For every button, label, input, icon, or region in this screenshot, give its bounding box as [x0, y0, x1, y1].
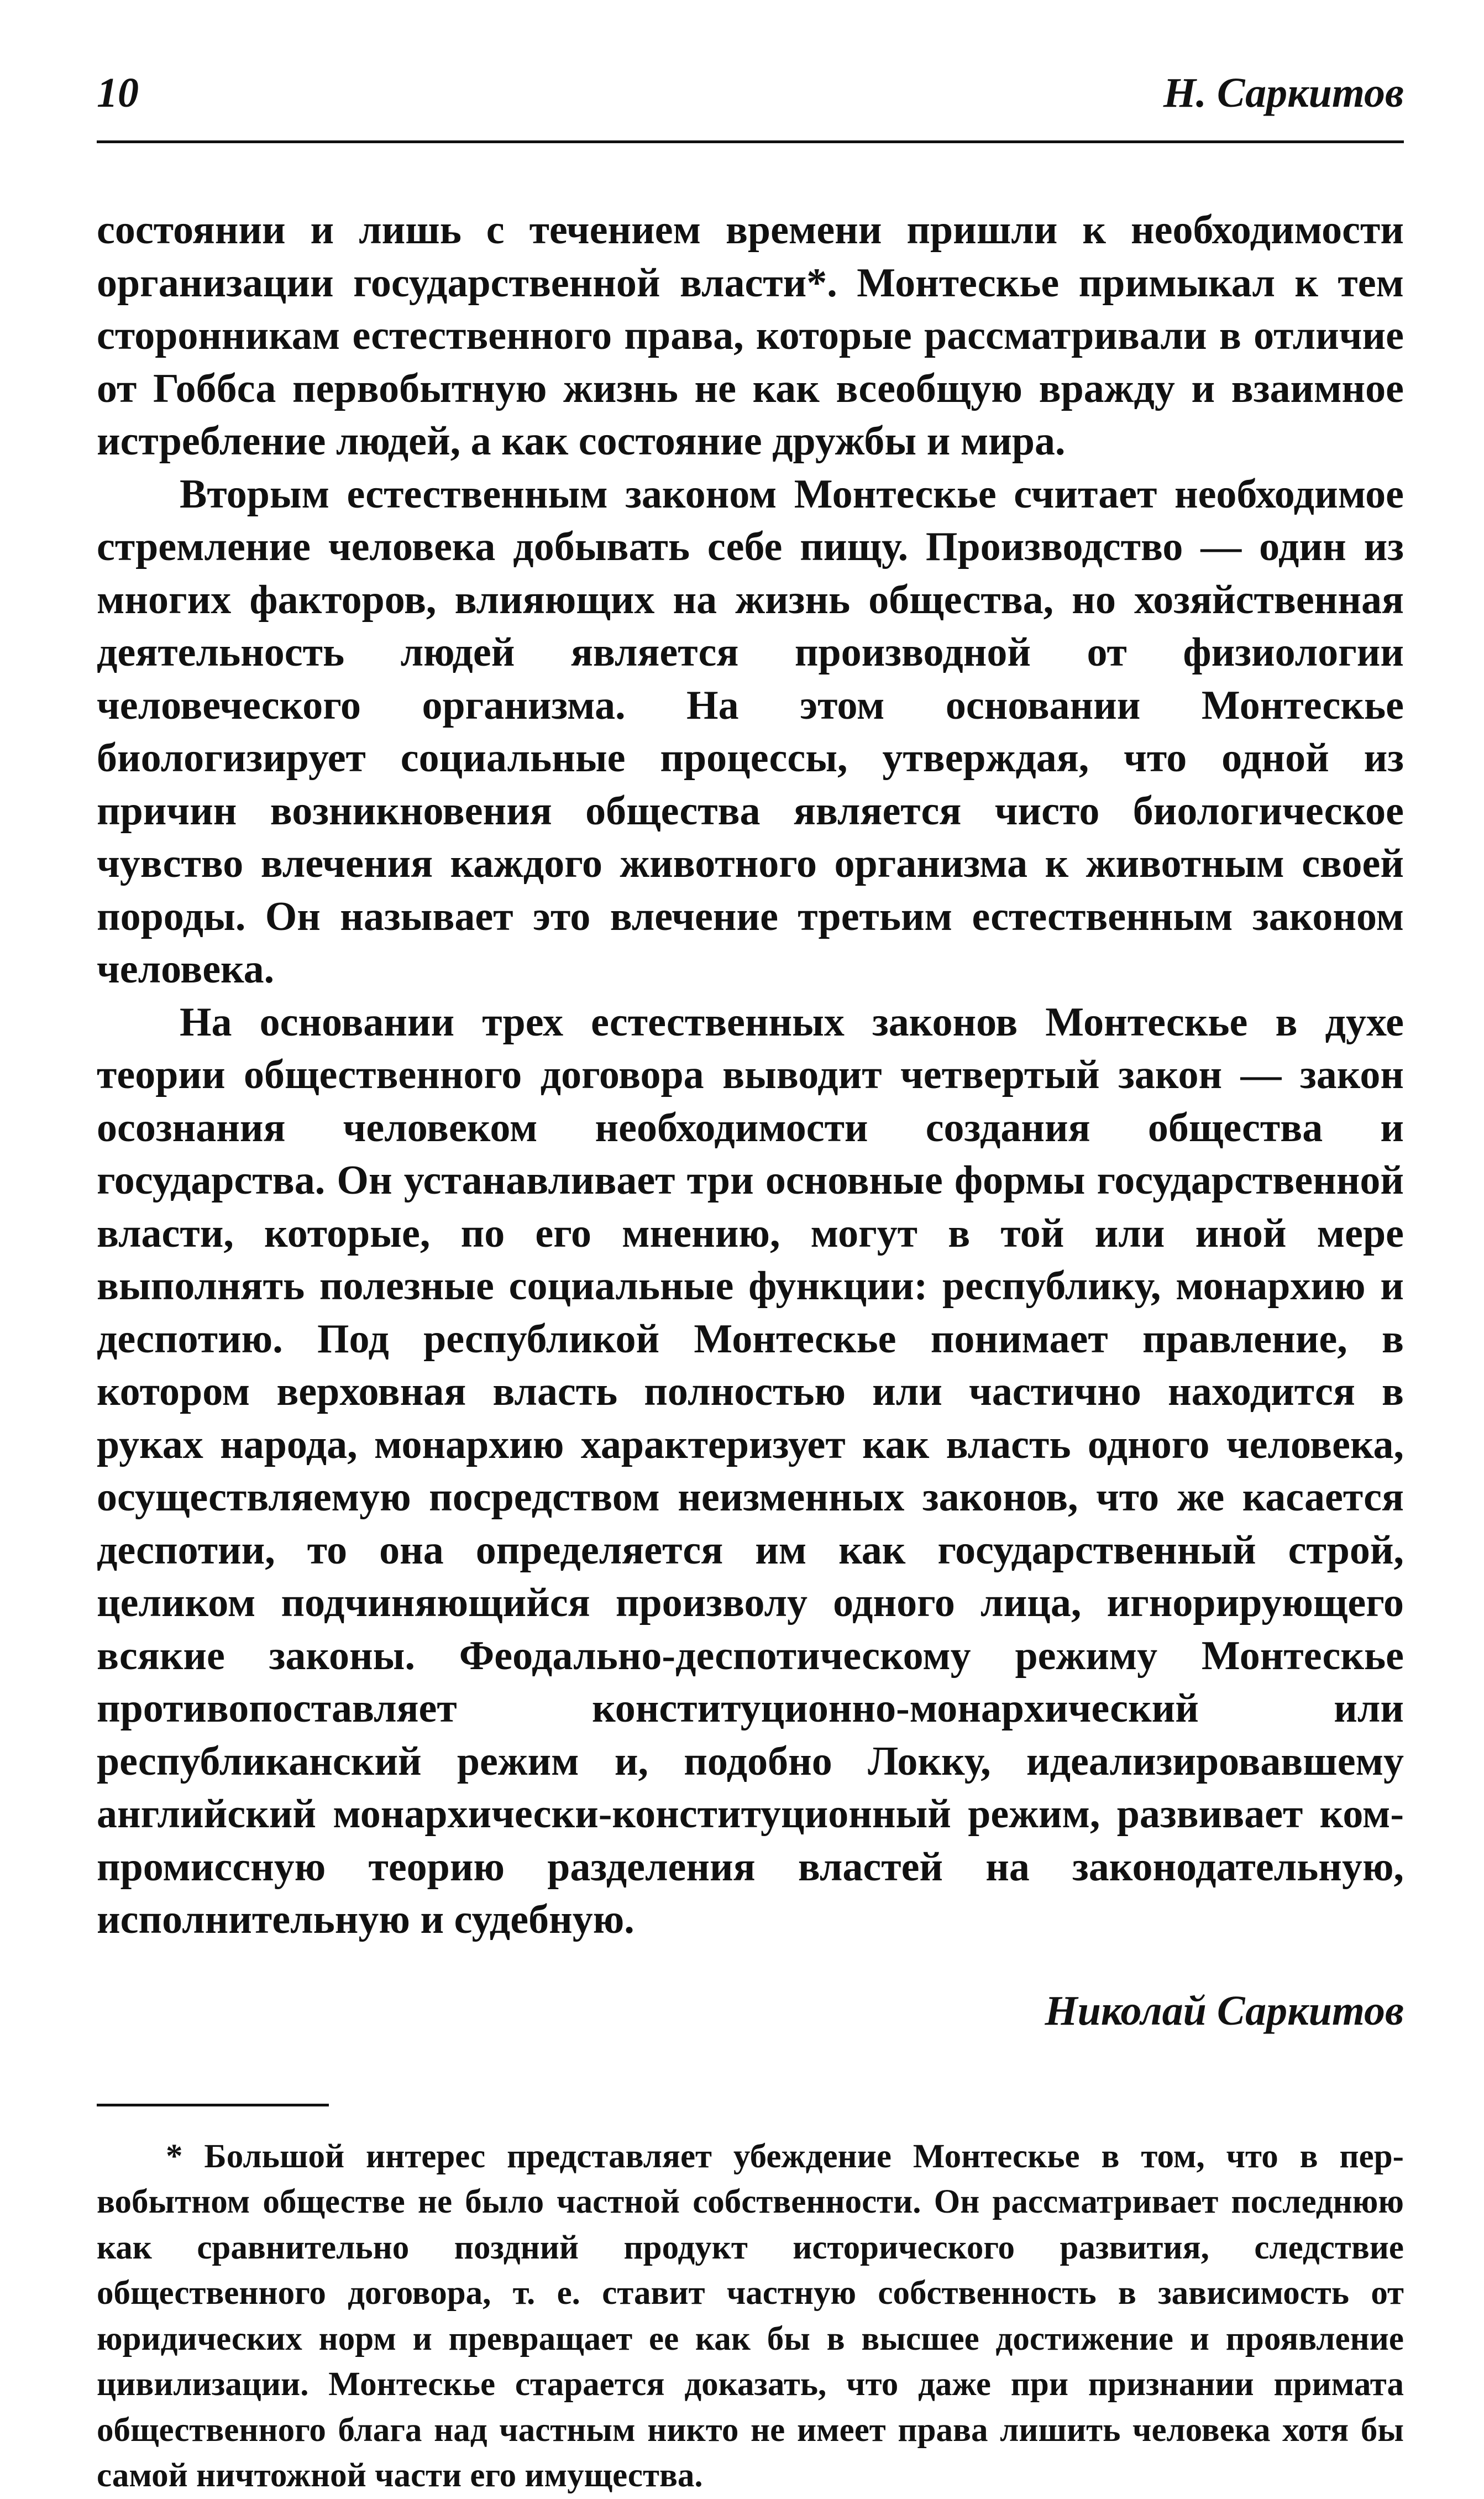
book-page [97, 72, 1404, 2499]
footnote-divider [97, 2104, 329, 2106]
body-text [97, 204, 1404, 1947]
paragraph-continuation: состоянии и лишь с течением времени пришли к необходимости организации государственной власти*. Монтескье примыкал к тем сторонникам естественного права, которые рассматривали в отличие от Гоббса первобытную жизнь не как всеобщую вражду и взаимное истребление людей, а как состояние дружбы и мира. [97, 207, 1404, 464]
running-head-author: Н. Саркитов [1163, 70, 1404, 116]
page-number: 10 [97, 70, 139, 116]
paragraph: На основании трех естественных законов Монтескье в духе теории общественного договора выводит четвертый закон — закон осознания человеком необходимости создания общества и государства. Он устанавливает три основные формы государственной власти, которые, по его мнению, могут в той или иной мере выполнять полезные социальные функции: республику, монархию и деспотию. Под республикой Монтескье понимает правление, в котором верховная власть полностью или частично находится в руках народа, монархию характеризует как власть одного человека, осуществляемую посредством неизменных законов, что же касается деспотии, то она определяется им как государственный строй, целиком подчиняющийся произволу одного лица, игнорирующего всякие законы. Феодально-деспотическому режиму Монтескье противопоставляет конституционно-монархический или республиканский режим и, подобно Локку, идеализировавшему английский монархически-конституционный режим, развивает компромиссную теорию разделения властей на законодательную, исполнительную и судебную. [97, 999, 1404, 1942]
author-signature: Николай Саркитов [1045, 1987, 1404, 2034]
footnote: * Большой интерес представляет убеждение Монтескье в том, что в первобытном обществе не было частной собственности. Он рассматривает последнюю как сравнительно поздний продукт исторического развития, следствие общественного договора, т. е. ставит частную собственность в зависимость от юридических норм и превращает ее как бы в высшее достижение и проявление цивилизации. Монтескье старается доказать, что даже при признании примата общественного блага над частным никто не имеет права лишить человека хотя бы самой ничтожной части его имущества. [97, 2137, 1404, 2494]
running-head [97, 72, 1404, 143]
paragraph: Вторым естественным законом Монтескье считает необходимое стремление человека добывать себе пищу. Производство — один из многих факторов, влияющих на жизнь общества, но хозяйственная деятельность людей является производной от физиологии человеческого организма. На этом основании Монтескье биологизирует социальные процессы, утверждая, что одной из причин возникновения общества является чисто биологическое чувство влечения каждого животного организма к животным своей породы. Он называет это влечение третьим естественным законом человека. [97, 471, 1404, 992]
